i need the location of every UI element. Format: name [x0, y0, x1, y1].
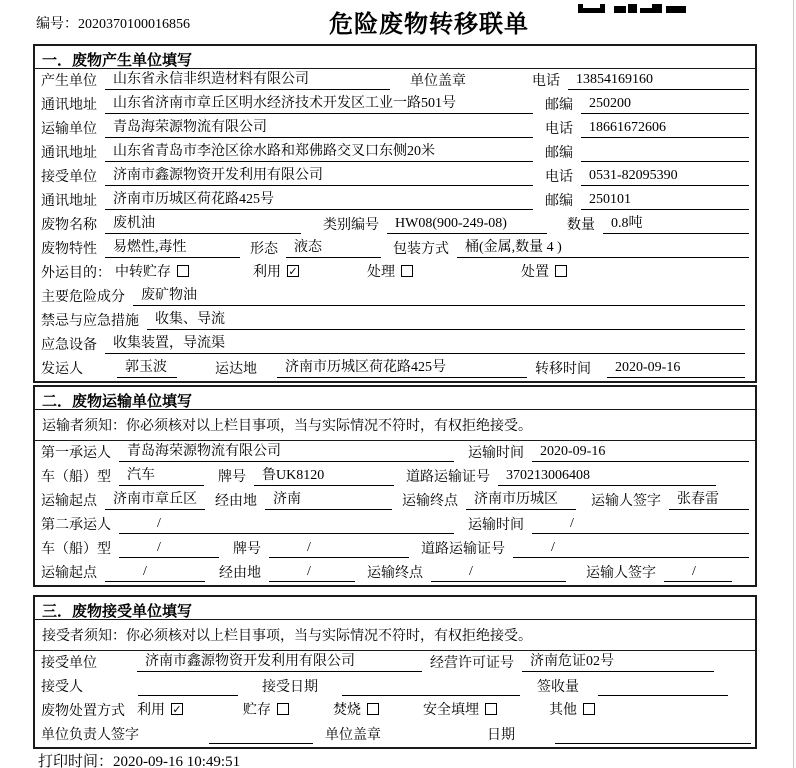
option-label: 利用: [253, 265, 281, 280]
carrier2-value: /: [119, 513, 454, 534]
acceptor-label: 接受人: [41, 680, 83, 695]
packing-label: 包装方式: [393, 242, 449, 257]
option-label: 贮存: [243, 703, 271, 718]
checkbox-disposal-recycle[interactable]: ✓: [172, 703, 182, 716]
accept-unit-row: [35, 651, 755, 675]
dest-value: 济南市历城区荷花路425号: [277, 357, 527, 378]
trait-value: 易燃性,毒性: [105, 237, 240, 258]
addr2-label: 通讯地址: [41, 146, 97, 161]
quantity-label: 数量: [567, 218, 595, 233]
print-time-value: 2020-09-16 10:49:51: [113, 754, 241, 768]
producer-address-row: [35, 93, 755, 117]
unit-seal-label: 单位盖章: [410, 74, 466, 89]
end2-value: /: [431, 561, 566, 582]
option-label: 利用: [137, 703, 165, 718]
disposal-option-recycle: [137, 699, 183, 719]
accept-date-label: 接受日期: [262, 680, 318, 695]
purpose-label: 外运目的：: [41, 266, 111, 281]
purpose-option-treat: [367, 261, 413, 281]
doc-number-value: 2020370100016856: [78, 17, 190, 32]
via1-value: 济南: [265, 489, 392, 510]
receiver1-label: 接受单位: [41, 170, 97, 185]
addr1-label: 通讯地址: [41, 98, 97, 113]
page-title: 危险废物转移联单: [329, 12, 529, 38]
receiver-notice: 接受者须知：你必须核对以上栏目事项，当与实际情况不符时，有权拒绝接受。: [35, 620, 755, 651]
print-time-label: 打印时间：: [38, 754, 114, 768]
producer-value: 山东省永信非织造材料有限公司: [105, 69, 390, 90]
transporter-notice: 运输者须知：你必须核对以上栏目事项，当与实际情况不符时，有权拒绝接受。: [35, 410, 755, 441]
head-sign-label: 单位负责人签字: [41, 728, 139, 743]
unit-seal2-label: 单位盖章: [324, 728, 381, 743]
carrier1-value: 青岛海荣源物流有限公司: [119, 441, 454, 462]
hazard-label: 主要危险成分: [41, 290, 125, 305]
permit-value: 济南危证02号: [522, 651, 714, 672]
time1-value: 2020-09-16: [532, 441, 749, 462]
section-transporter-title: 二．废物运输单位填写: [35, 387, 755, 410]
option-label: 其他: [549, 703, 577, 718]
origin2-label: 运输起点: [41, 566, 97, 581]
phone2-value: 18661672606: [581, 117, 749, 138]
sign2-value: /: [664, 561, 732, 582]
section-producer-title: 一．废物产生单位填写: [35, 46, 755, 69]
transfer-time-label: 转移时间: [535, 362, 591, 377]
vehicle1-label: 车（船）型: [41, 470, 111, 485]
checkbox-treat[interactable]: [401, 265, 413, 277]
license2-value: /: [513, 537, 749, 558]
transporter-address-row: [35, 141, 755, 165]
form-value: 液态: [286, 237, 381, 258]
end2-label: 运输终点: [367, 566, 423, 581]
plate1-value: 鲁UK8120: [254, 465, 394, 486]
checkbox-disposal-landfill[interactable]: [485, 703, 497, 715]
sign1-value: 张春雷: [669, 489, 749, 510]
vehicle1-value: 汽车: [119, 465, 204, 486]
sign2-label: 运输人签字: [586, 566, 656, 581]
disposal-row: [35, 699, 755, 723]
time2-value: /: [532, 513, 749, 534]
hazard-value: 废矿物油: [133, 285, 745, 306]
waste-trait-row: [35, 237, 755, 261]
waste-name-value: 废机油: [105, 213, 301, 234]
via1-label: 经由地: [215, 494, 257, 509]
acceptor-value: [138, 675, 238, 696]
phone2-label: 电话: [545, 122, 573, 137]
phone1-label: 电话: [532, 74, 560, 89]
vehicle2-row: [35, 537, 755, 561]
doc-number-label: 编号：: [36, 17, 78, 32]
origin2-value: /: [105, 561, 205, 582]
vehicle2-value: /: [119, 537, 219, 558]
plate1-label: 牌号: [218, 470, 246, 485]
receiver1-value: 济南市鑫源物资开发利用有限公司: [105, 165, 533, 186]
route1-row: [35, 489, 755, 513]
option-label: 处置: [521, 265, 549, 280]
sign-qty-value: [598, 675, 728, 696]
purpose-row: [35, 261, 755, 285]
category-label: 类别编号: [323, 218, 379, 233]
producer-label: 产生单位: [41, 74, 97, 89]
disposal-option-landfill: [423, 699, 497, 719]
addr3-value: 济南市历城区荷花路425号: [105, 189, 533, 210]
phone3-value: 0531-82095390: [581, 165, 749, 186]
accept-date-value: [342, 675, 520, 696]
disposal-option-incinerate: [333, 699, 379, 719]
waste-name-label: 废物名称: [41, 218, 97, 233]
producer-row: [35, 69, 755, 93]
option-label: 焚烧: [333, 703, 361, 718]
route2-row: [35, 561, 755, 585]
time2-label: 运输时间: [468, 518, 524, 533]
dest-label: 运达地: [215, 362, 257, 377]
acceptor-row: [35, 675, 755, 699]
page-edge-line: [793, 0, 794, 768]
transporter-value: 青岛海荣源物流有限公司: [105, 117, 533, 138]
date-value: [555, 723, 751, 744]
waste-name-row: [35, 213, 755, 237]
carrier1-label: 第一承运人: [41, 446, 111, 461]
sign-qty-label: 签收量: [537, 680, 579, 695]
sign1-label: 运输人签字: [591, 494, 661, 509]
carrier1-row: [35, 441, 755, 465]
section-producer: [33, 44, 757, 383]
phone1-value: 13854169160: [568, 69, 749, 90]
plate2-label: 牌号: [233, 542, 261, 557]
origin1-label: 运输起点: [41, 494, 97, 509]
category-value: HW08(900-249-08): [387, 213, 547, 234]
end1-label: 运输终点: [402, 494, 458, 509]
form-label: 形态: [250, 242, 278, 257]
checkbox-disposal-incinerate[interactable]: [367, 703, 379, 715]
disposal-option-other: [549, 699, 595, 719]
zip2-label: 邮编: [545, 146, 573, 161]
plate2-value: /: [269, 537, 409, 558]
checkbox-disposal-other[interactable]: [583, 703, 595, 715]
permit-label: 经营许可证号: [430, 656, 514, 671]
transporter-row: [35, 117, 755, 141]
via2-value: /: [269, 561, 355, 582]
zip2-value: [581, 141, 749, 162]
vehicle1-row: [35, 465, 755, 489]
accept-unit-value: 济南市鑫源物资开发利用有限公司: [137, 651, 422, 672]
taboo-label: 禁忌与应急措施: [41, 314, 139, 329]
end1-value: 济南市历城区: [466, 489, 576, 510]
section-receiver: [33, 595, 757, 749]
head-sign-row: [35, 723, 755, 747]
license1-value: 370213006408: [498, 465, 716, 486]
receiver-address-row: [35, 189, 755, 213]
accept-unit-label: 接受单位: [41, 656, 97, 671]
hazard-row: [35, 285, 755, 309]
option-label: 处理: [367, 265, 395, 280]
disposal-option-storage: [243, 699, 289, 719]
form-body: [33, 44, 757, 749]
sender-label: 发运人: [41, 362, 83, 377]
packing-value: 桶(金属,数量 4 ): [457, 237, 749, 258]
phone3-label: 电话: [545, 170, 573, 185]
carrier2-label: 第二承运人: [41, 518, 111, 533]
receiver-row: [35, 165, 755, 189]
time1-label: 运输时间: [468, 446, 524, 461]
checkbox-dispose[interactable]: [555, 265, 567, 277]
addr2-value: 山东省青岛市李沧区徐水路和郑佛路交叉口东侧20米: [105, 141, 533, 162]
print-time: [38, 750, 240, 768]
transfer-time-value: 2020-09-16: [607, 357, 745, 378]
disposal-label: 废物处置方式: [41, 704, 125, 719]
purpose-option-dispose: [521, 261, 567, 281]
zip1-label: 邮编: [545, 98, 573, 113]
quantity-value: 0.8吨: [603, 213, 749, 234]
section-transporter: [33, 385, 757, 587]
option-label: 中转贮存: [115, 265, 171, 280]
zip1-value: 250200: [581, 93, 749, 114]
taboo-value: 收集、导流: [147, 309, 745, 330]
equipment-row: [35, 333, 755, 357]
via2-label: 经由地: [219, 566, 261, 581]
checkbox-disposal-storage[interactable]: [277, 703, 289, 715]
zip3-value: 250101: [581, 189, 749, 210]
section-receiver-title: 三．废物接受单位填写: [35, 597, 755, 620]
sender-row: [35, 357, 755, 381]
license1-label: 道路运输证号: [406, 470, 490, 485]
zip3-label: 邮编: [545, 194, 573, 209]
vehicle2-label: 车（船）型: [41, 542, 111, 557]
carrier2-row: [35, 513, 755, 537]
checkbox-recycle[interactable]: ✓: [288, 265, 298, 278]
transporter-label: 运输单位: [41, 122, 97, 137]
trait-label: 废物特性: [41, 242, 97, 257]
taboo-row: [35, 309, 755, 333]
addr3-label: 通讯地址: [41, 194, 97, 209]
date-label: 日期: [486, 728, 515, 743]
head-sign-value: [209, 723, 313, 744]
license2-label: 道路运输证号: [421, 542, 505, 557]
checkbox-transfer-storage[interactable]: [177, 265, 189, 277]
origin1-value: 济南市章丘区: [105, 489, 205, 510]
purpose-option-transfer-storage: [115, 261, 189, 281]
purpose-option-recycle: [253, 261, 299, 281]
option-label: 安全填埋: [423, 703, 479, 718]
equipment-value: 收集装置，导流渠: [105, 333, 745, 354]
addr1-value: 山东省济南市章丘区明水经济技术开发区工业一路501号: [105, 93, 533, 114]
equipment-label: 应急设备: [41, 338, 97, 353]
sender-value: 郭玉波: [117, 357, 177, 378]
